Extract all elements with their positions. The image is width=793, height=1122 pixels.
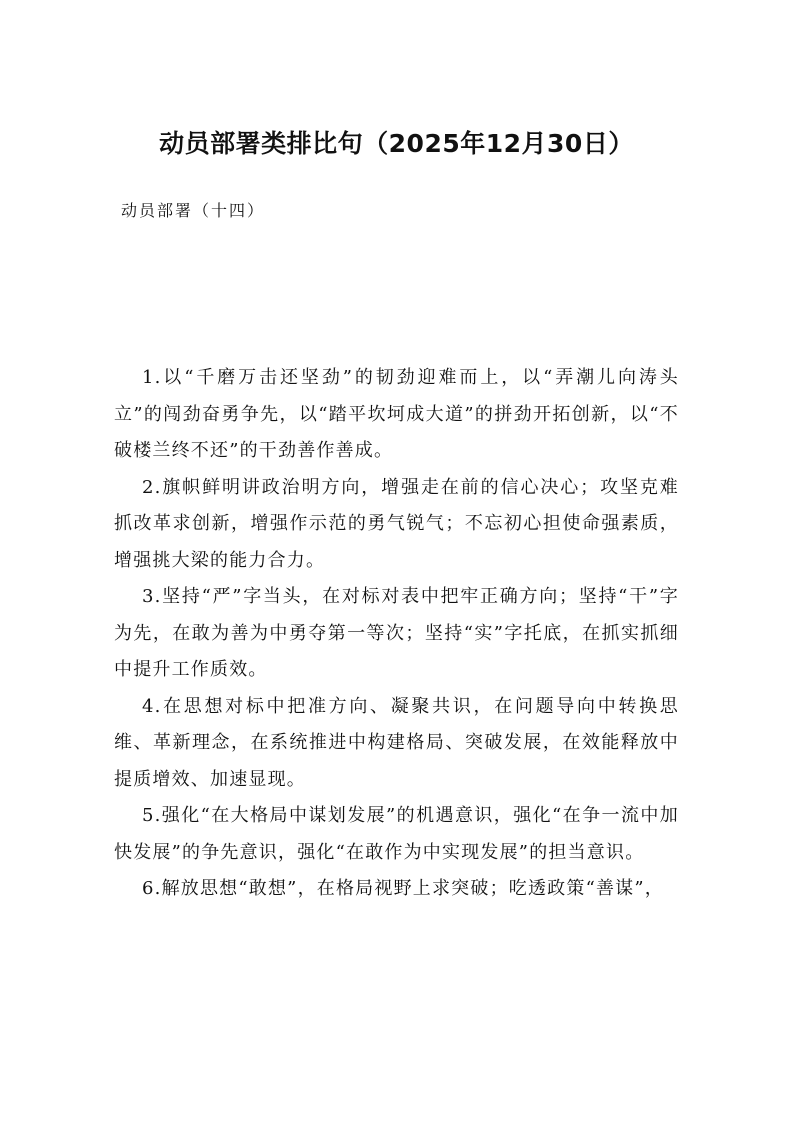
document-body bbox=[114, 360, 679, 908]
paragraph-4: 4.在思想对标中把准方向、凝聚共识，在问题导向中转换思维、革新理念，在系统推进中构建格局、突破发展，在效能释放中提质增效、加速显现。 bbox=[114, 695, 679, 790]
paragraph-5: 5.强化“在大格局中谋划发展”的机遇意识，强化“在争一流中加快发展”的争先意识，强化“在敢作为中实现发展”的担当意识。 bbox=[114, 805, 679, 863]
paragraph-1: 1.以“千磨万击还坚劲”的韧劲迎难而上，以“弄潮儿向涛头立”的闯劲奋勇争先，以“踏平坎坷成大道”的拼劲开拓创新，以“不破楼兰终不还”的干劲善作善成。 bbox=[114, 367, 679, 461]
paragraph-2: 2.旗帜鲜明讲政治明方向，增强走在前的信心决心；攻坚克难抓改革求创新，增强作示范的勇气锐气；不忘初心担使命强素质，增强挑大梁的能力合力。 bbox=[114, 476, 679, 571]
paragraph-6: 6.解放思想“敢想”，在格局视野上求突破；吃透政策“善谋”， bbox=[142, 878, 664, 899]
paragraph-3: 3.坚持“严”字当头，在对标对表中把牢正确方向；坚持“干”字为先，在敢为善为中勇夺第一等次；坚持“实”字托底，在抓实抓细中提升工作质效。 bbox=[114, 586, 679, 680]
document-subtitle: 动员部署（十四） bbox=[121, 201, 266, 220]
document-title: 动员部署类排比句（2025年12月30日） bbox=[159, 129, 634, 158]
